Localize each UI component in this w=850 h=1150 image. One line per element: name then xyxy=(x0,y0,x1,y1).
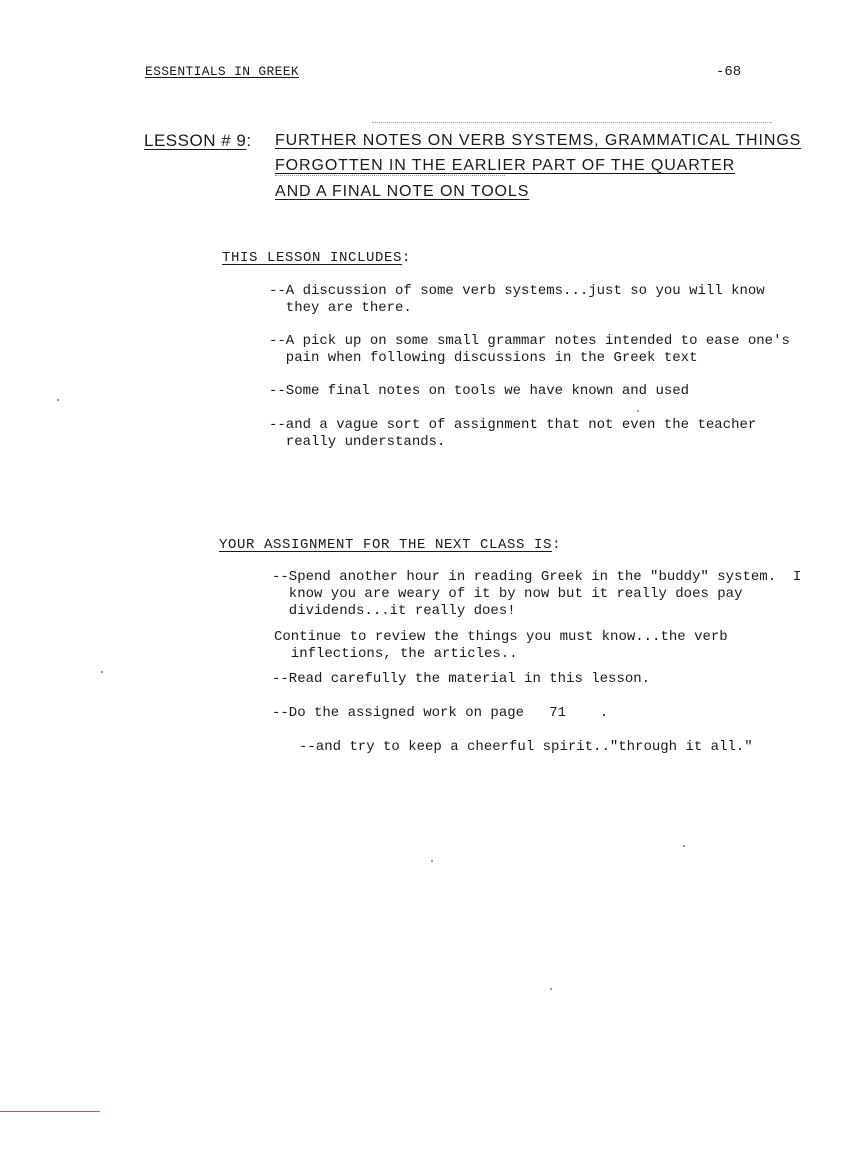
scan-speck xyxy=(683,845,685,847)
scan-speck xyxy=(431,860,433,862)
assignment-item: --Read carefully the material in this lesson. xyxy=(272,671,651,687)
includes-item: --A discussion of some verb systems...just so you will know they are there. xyxy=(269,283,765,316)
assignment-item: Continue to review the things you must know...the verb inflections, the articles.. xyxy=(274,629,728,662)
scan-speck xyxy=(101,671,103,673)
lesson-label-colon: : xyxy=(246,131,252,150)
lesson-title-line-3: AND A FINAL NOTE ON TOOLS xyxy=(275,183,530,200)
assignment-heading-text: YOUR ASSIGNMENT FOR THE NEXT CLASS IS xyxy=(219,537,553,553)
scan-speck xyxy=(57,399,59,401)
running-header-title: ESSENTIALS IN GREEK xyxy=(145,64,299,79)
lesson-number: LESSON # 9 xyxy=(144,131,247,150)
scan-dot-artifact xyxy=(275,175,505,178)
includes-heading-colon: : xyxy=(402,250,411,266)
includes-item: --Some final notes on tools we have known and used xyxy=(269,383,690,399)
scan-speck xyxy=(550,988,552,990)
includes-item: --and a vague sort of assignment that not even the teacher really understands. xyxy=(269,417,757,450)
lesson-label xyxy=(144,131,252,151)
scan-speck xyxy=(637,410,639,412)
assignment-heading xyxy=(219,535,560,553)
lesson-title-line-2: FORGOTTEN IN THE EARLIER PART OF THE QUARTER xyxy=(275,157,736,174)
page-number: -68 xyxy=(716,64,742,80)
assignment-item: --Spend another hour in reading Greek in the "buddy" system. I know you are weary of it by now but it really does pay dividends...it really does! xyxy=(272,569,802,619)
includes-heading xyxy=(222,248,410,266)
assignment-item: --Do the assigned work on page 71 . xyxy=(272,705,609,721)
scan-edge-line xyxy=(0,1111,100,1112)
includes-item: --A pick up on some small grammar notes intended to ease one's pain when following discussions in the Greek text xyxy=(269,333,790,366)
assignment-item: --and try to keep a cheerful spirit.."through it all." xyxy=(299,739,753,755)
scan-dot-artifact xyxy=(372,122,772,125)
lesson-title-line-1: FURTHER NOTES ON VERB SYSTEMS, GRAMMATICAL THINGS xyxy=(275,132,802,149)
includes-heading-text: THIS LESSON INCLUDES xyxy=(222,250,403,266)
assignment-heading-colon: : xyxy=(552,537,561,553)
